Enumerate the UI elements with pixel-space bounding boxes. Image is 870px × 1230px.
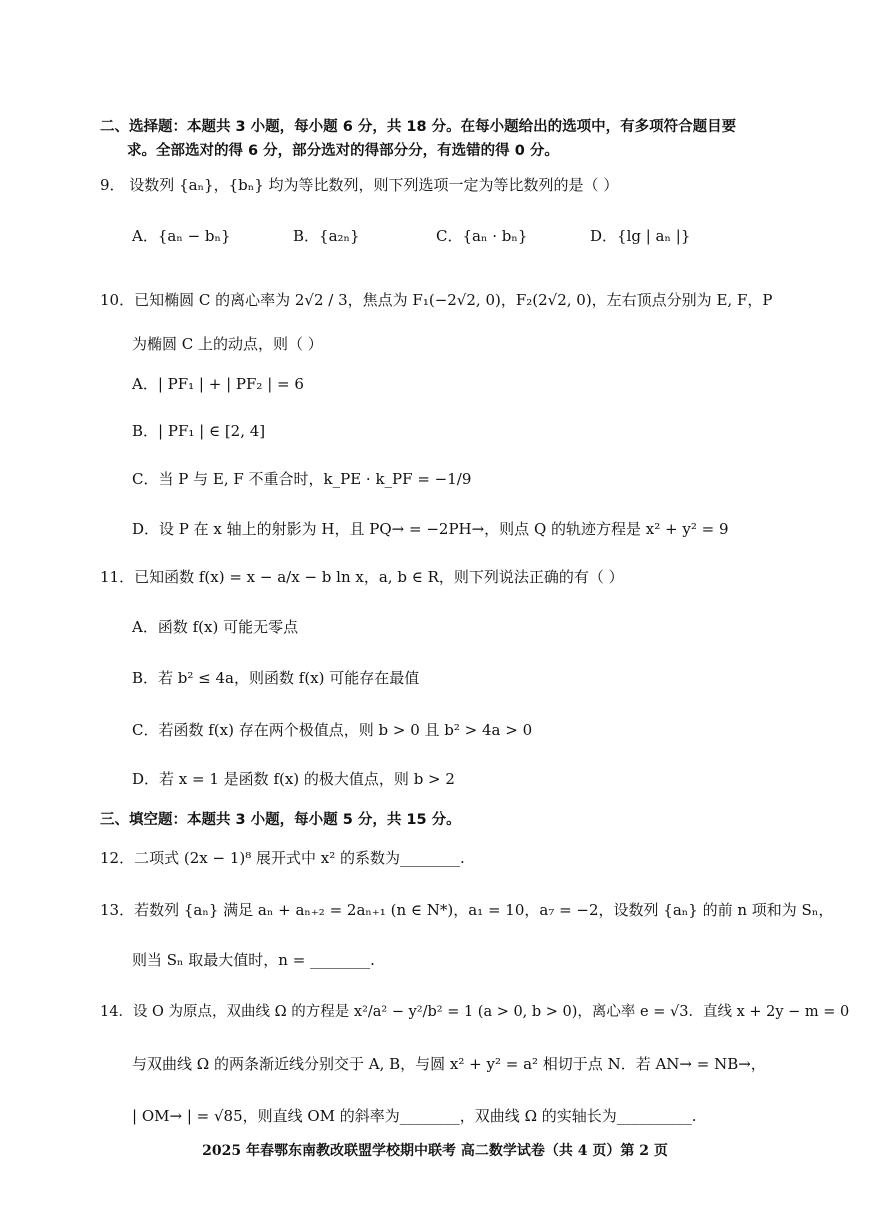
question-14-stem-line1: 14．设 O 为原点，双曲线 Ω 的方程是 x²/a² − y²/b² = 1 (a > 0, b > 0)，离心率 e = √3．直线 x + 2y − m = 0 — [100, 1004, 850, 1020]
question-10-option-c: C．当 P 与 E, F 不重合时，k_PE · k_PF = −1/9 — [132, 470, 472, 488]
question-11-option-b: B．若 b² ≤ 4a，则函数 f(x) 可能存在最值 — [132, 669, 420, 687]
question-9-option-c: C．{aₙ · bₙ} — [436, 227, 528, 245]
question-9-option-b: B．{a₂ₙ} — [293, 227, 360, 245]
question-10-option-d: D．设 P 在 x 轴上的射影为 H，且 PQ→ = −2PH→，则点 Q 的轨迹方程是 x² + y² = 9 — [132, 520, 729, 538]
question-11-stem: 11．已知函数 f(x) = x − a/x − b ln x，a, b ∈ R，则下列说法正确的有（ ） — [100, 568, 624, 586]
question-11-option-a: A．函数 f(x) 可能无零点 — [132, 618, 299, 636]
question-10-option-b: B．| PF₁ | ∈ [2, 4] — [132, 422, 266, 440]
question-13-stem-line1: 13．若数列 {aₙ} 满足 aₙ + aₙ₊₂ = 2aₙ₊₁ (n ∈ N*)，a₁ = 10，a₇ = −2，设数列 {aₙ} 的前 n 项和为 Sₙ， — [100, 901, 834, 919]
section2-header-line2: 求。全部选对的得 6 分，部分选对的得部分分，有选错的得 0 分。 — [127, 143, 559, 159]
question-14-stem-line2: 与双曲线 Ω 的两条渐近线分别交于 A, B，与圆 x² + y² = a² 相切于点 N．若 AN→ = NB→， — [132, 1055, 766, 1073]
question-11-option-d: D．若 x = 1 是函数 f(x) 的极大值点，则 b > 2 — [132, 770, 455, 788]
question-13-stem-line2: 则当 Sₙ 取最大值时，n = ________. — [132, 951, 375, 969]
page-footer: 2025 年春鄂东南教改联盟学校期中联考 高二数学试卷（共 4 页）第 2 页 — [202, 1143, 668, 1159]
section3-header: 三、填空题：本题共 3 小题，每小题 5 分，共 15 分。 — [100, 812, 461, 828]
question-9-option-d: D．{lg | aₙ |} — [590, 227, 691, 245]
section2-header-line1: 二、选择题：本题共 3 小题，每小题 6 分，共 18 分。在每小题给出的选项中，有多项符合题目要 — [100, 119, 737, 135]
question-9-option-a: A．{aₙ − bₙ} — [132, 227, 231, 245]
question-11-option-c: C．若函数 f(x) 存在两个极值点，则 b > 0 且 b² > 4a > 0 — [132, 721, 533, 739]
question-9-stem: 9． 设数列 {aₙ}，{bₙ} 均为等比数列，则下列选项一定为等比数列的是（ ） — [100, 176, 619, 194]
question-10-option-a: A．| PF₁ | + | PF₂ | = 6 — [132, 375, 304, 393]
question-10-stem-line2: 为椭圆 C 上的动点，则（ ） — [132, 335, 323, 353]
question-12-stem: 12．二项式 (2x − 1)⁸ 展开式中 x² 的系数为________. — [100, 849, 465, 867]
question-10-stem-line1: 10．已知椭圆 C 的离心率为 2√2 / 3，焦点为 F₁(−2√2, 0)，F₂(2√2, 0)，左右顶点分别为 E, F，P — [100, 291, 773, 309]
question-14-stem-line3: | OM→ | = √85，则直线 OM 的斜率为________，双曲线 Ω 的实轴长为__________. — [132, 1107, 697, 1125]
